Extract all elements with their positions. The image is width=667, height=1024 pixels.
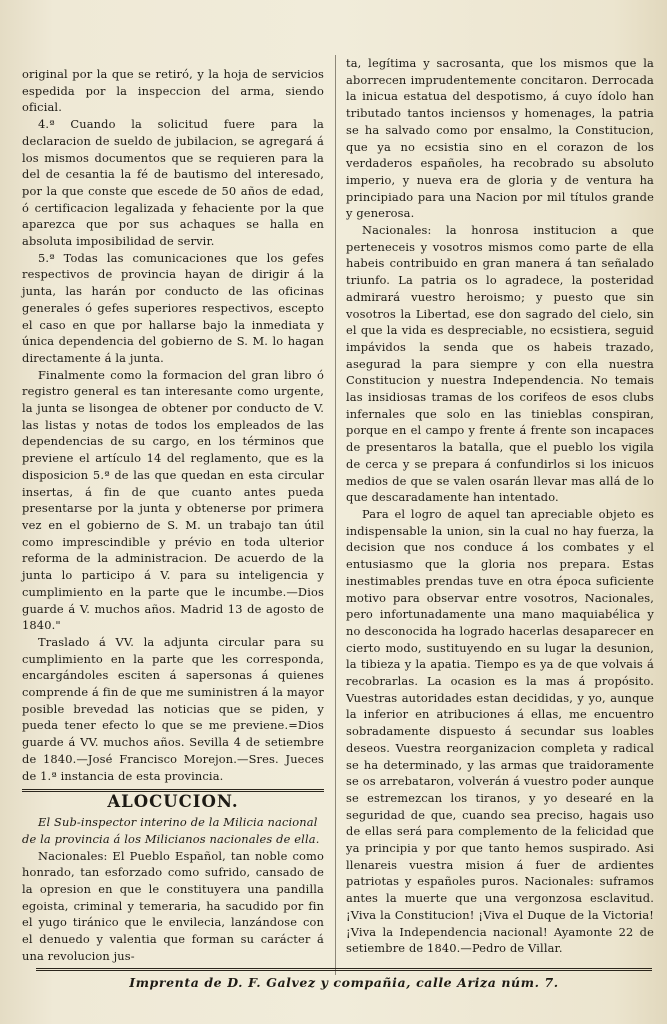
- right-column: [346, 55, 654, 957]
- paragraph: Para el logro de aquel tan apreciable objeto es indispensable la union, sin la cual no hay fuerza, la decision que nos conduce á los combates y el entusiasmo que la gloria nos prepara. Estas inestimables prendas tuve en otra época suficiente motivo para observar entre vosotros, Nacionales, pero infortunadamente una mano maquiabélica y no desconocida ha logrado hacerlas desaparecer en cierto modo, sustituyendo en su lugar la desunion, la tibieza y la apatia. Tiempo es ya de que volvais á recobrarlas. La ocasion es la mas á propósito. Vuestras autoridades estan decididas, y yo, aunque la inferior en atribuciones á ellas, me encuentro sobradamente dispuesto á secundar sus loables deseos. Vuestra reorganizacion completa y radical se ha determinado, y las armas que traidoramente se os arrebataron, volverán á vuestro poder aunque se estremezcan los tiranos, y yo desearé en la seguridad de que, cuando sea preciso, hagais uso de ellas será para complemento de la felicidad que ya principia y por que tanto hemos suspirado. Asi llenareis vuestra mision á fuer de ardientes patriotas y españoles puros. Nacionales: suframos antes la muerte que una vergonzosa esclavitud. ¡Viva la Constitucion! ¡Viva el Duque de la Victoria! ¡Viva la Independencia nacional! Ayamonte 22 de setiembre de 1840.—Pedro de Villar.: [346, 506, 654, 956]
- paragraph: Nacionales: El Pueblo Español, tan noble como honrado, tan esforzado como sufrido, cansado de la opresion en que le constituyera una pandilla egoista, criminal y temeraria, ha sacudido por fin el yugo tiránico que le envilecia, lanzándose con el denuedo y valentia que forman su carácter á una revolucion jus-: [22, 848, 324, 963]
- footer-divider: [36, 968, 652, 971]
- paragraph: Nacionales: la honrosa institucion a que perteneceis y vosotros mismos como parte de ella habeis contribuido en gran manera á tan señalado triunfo. La patria os lo agradece, la posteridad admirará vuestro heroismo; y puesto que sin vosotros la Libertad, ese don sagrado del cielo, sin el que la vida es despreciable, no ecsistiera, seguid impávidos la senda que os habeis trazado, asegurad la para siempre y con ella nuestra Constitucion y nuestra Independencia. No temais las insidiosas tramas de los corifeos de esos clubs infernales que solo en las tinieblas conspiran, porque en el campo y frente á frente son incapaces de presentaros la batalla, que el pueblo los vigila de cerca y se prepara á confundirlos si los inicuos medios de que se valen osarán llevar mas allá de lo que descaradamente han intentado.: [346, 223, 654, 505]
- paragraph: Finalmente como la formacion del gran libro ó registro general es tan interesante como urgente, la junta se lisongea de obtener por conducto de V. las listas y notas de todos los empleados de las dependencias de su cargo, en los términos que previene el artículo 14 del reglamento, que es la disposicion 5.ª de las que quedan en esta circular insertas, á fin de que cuanto antes pueda presentarse por la junta y obtenerse por primera vez en el gobierno de S. M. un trabajo tan útil como imprescindible y prévio en toda ulterior reforma de la administracion. De acuerdo de la junta lo participo á V. para su inteligencia y cumplimiento en la parte que le incumbe.—Dios guarde á V. muchos años. Madrid 13 de agosto de 1840.": [22, 367, 324, 633]
- paragraph: Traslado á VV. la adjunta circular para su cumplimiento en la parte que les corresponda, encargándoles esciten á sapersonas á quienes comprende á fin de que me suministren á la mayor posible brevedad las noticias que se piden, y pueda tener efecto lo que se me previene.=Dios guarde á VV. muchos años. Sevilla 4 de setiembre de 1840.—José Francisco Morejon.—Sres. Jueces de 1.ª instancia de esta provincia.: [22, 634, 324, 783]
- section-heading: ALOCUCION.: [22, 792, 324, 812]
- left-column: [22, 66, 324, 965]
- paragraph: 4.ª Cuando la solicitud fuere para la declaracion de sueldo de jubilacion, se agregará á los mismos documentos que se requieren para la del de cesantia la fé de bautismo del interesado, por la que conste que escede de 50 años de edad, ó certificacion legalizada y fehaciente por la que aparezca que por sus achaques se halla en absoluta imposibilidad de servir.: [22, 117, 324, 249]
- section-subheading: El Sub-inspector interino de la Milicia nacional de la provincia á los Milicianos nacionales de ella.: [22, 815, 320, 846]
- column-divider: [335, 55, 336, 975]
- printer-imprint: Imprenta de D. F. Galvez y compañia, calle Ariza núm. 7.: [129, 975, 559, 990]
- paragraph: ta, legítima y sacrosanta, que los mismos que la aborrecen imprudentemente concitaron. Derrocada la inicua estatua del despotismo, á cuyo ídolo han tributado tantos inciensos y homenages, la patria se ha salvado como por ensalmo, la Constitucion, que ya no ecsistia sino en el corazon de los verdaderos españoles, ha recobrado su absoluto imperio, y nueva era de gloria y de ventura ha principiado para una Nacion por mil títulos grande y generosa.: [346, 56, 654, 221]
- paragraph: original por la que se retiró, y la hoja de servicios espedida por la inspeccion del arma, siendo oficial.: [22, 67, 324, 115]
- paragraph: 5.ª Todas las comunicaciones que los gefes respectivos de provincia hayan de dirigir á la junta, las harán por conducto de las oficinas generales ó gefes superiores respectivos, escepto el caso en que por hallarse bajo la inmediata y única dependencia del gobierno de S. M. lo hagan directamente á la junta.: [22, 250, 324, 365]
